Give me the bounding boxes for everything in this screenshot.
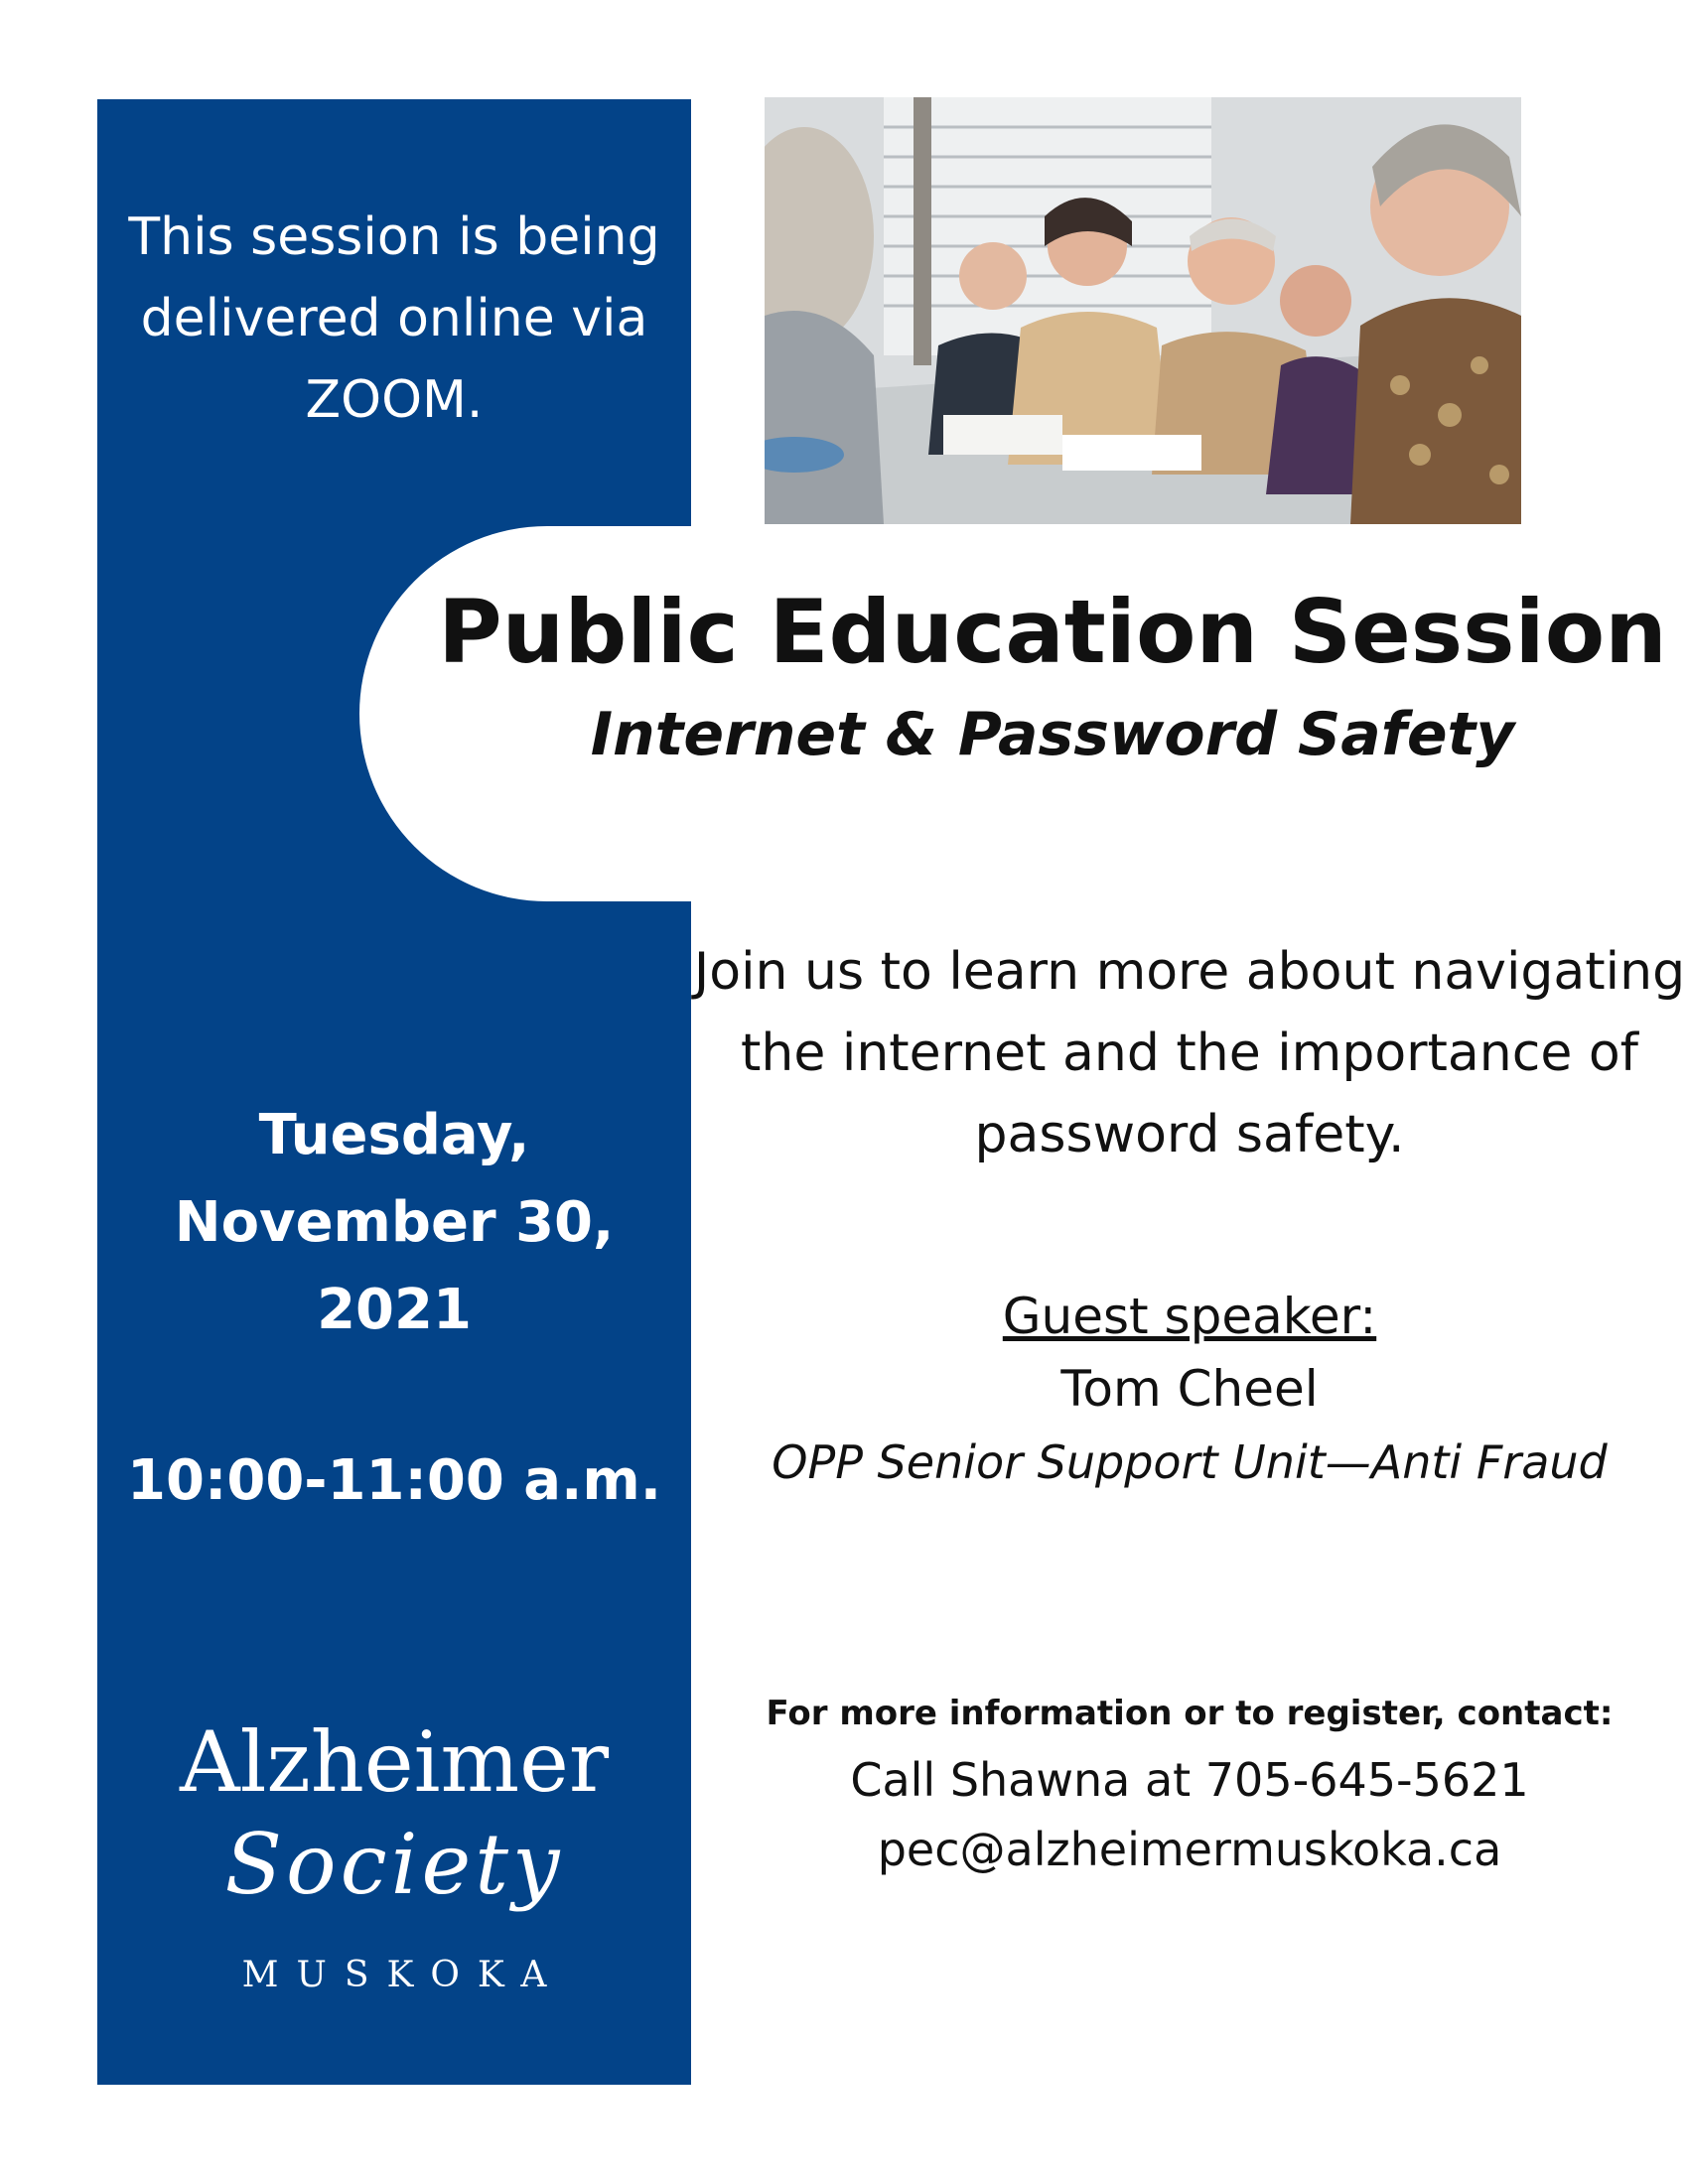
event-date: Tuesday, November 30, 2021 (174, 1103, 615, 1342)
contact-email[interactable]: pec@alzheimermuskoka.ca (877, 1823, 1502, 1876)
event-subtitle: Internet & Password Safety (590, 700, 1515, 769)
online-session-note: This session is being delivered online via ZOOM. (128, 207, 660, 430)
group-photo-illustration (765, 97, 1521, 524)
event-title: Public Education Session (438, 581, 1667, 683)
guest-speaker-heading: Guest speaker: (1002, 1288, 1377, 1345)
contact-heading: For more information or to register, contact: (766, 1694, 1614, 1733)
event-description: Join us to learn more about navigating the internet and the importance of password safety. (693, 942, 1686, 1164)
logo-wordmark-alzheimer: Alzheimer (180, 1713, 609, 1811)
contact-phone: Call Shawna at 705-645-5621 (850, 1753, 1529, 1807)
event-time: 10:00-11:00 a.m. (127, 1448, 661, 1513)
logo-wordmark-muskoka: MUSKOKA (241, 1955, 565, 1995)
group-photo (765, 97, 1521, 524)
guest-speaker-role: OPP Senior Support Unit—Anti Fraud (772, 1435, 1608, 1489)
logo-wordmark-society: Society (224, 1816, 564, 1913)
guest-speaker-name: Tom Cheel (1060, 1360, 1319, 1418)
